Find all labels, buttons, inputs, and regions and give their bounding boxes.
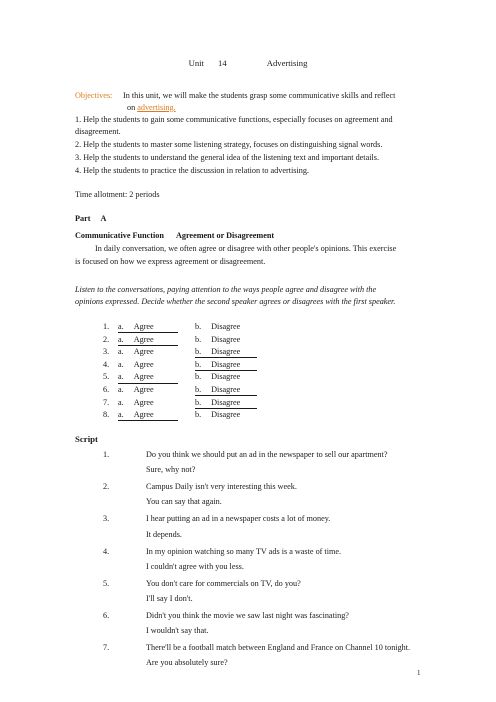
option-agree: a. Agree — [118, 410, 178, 421]
objectives-line-2: on advertising. — [127, 103, 176, 112]
option-disagree: b. Disagree — [195, 360, 257, 371]
intro-line-2: is focused on how we express agreement or disagreement. — [75, 257, 266, 266]
instruction-line-2: opinions expressed. Decide whether the second speaker agrees or disagrees with the first speaker. — [75, 297, 396, 306]
script-number: 7. — [103, 643, 110, 653]
script-line-speaker-2: It depends. — [146, 529, 182, 539]
option-disagree: b. Disagree — [195, 372, 241, 382]
objective-item: 1. Help the students to gain some communicative functions, especially focuses on agreement and — [75, 115, 393, 124]
objectives-line-1: In this unit, we will make the students grasp some communicative skills and reflect — [123, 91, 396, 100]
script-line-speaker-1: You don't care for commercials on TV, do you? — [146, 578, 301, 588]
option-agree: a. Agree — [118, 322, 178, 333]
option-disagree: b. Disagree — [195, 385, 257, 396]
time-allotment: Time allotment: 2 periods — [75, 190, 160, 199]
script-line-speaker-1: Campus Daily isn't very interesting this week. — [146, 482, 297, 492]
page-title: Unit 14 Advertising — [188, 58, 308, 68]
objective-item: 3. Help the students to understand the general idea of the listening text and important details. — [75, 153, 379, 162]
intro-line-1: In daily conversation, we often agree or disagree with other people's opinions. This exercise — [95, 244, 397, 253]
option-agree: a. Agree — [118, 397, 154, 407]
answer-number: 6. — [103, 385, 110, 394]
script-number: 1. — [103, 450, 110, 459]
objectives-label: Objectives: — [75, 91, 113, 100]
option-disagree: b. Disagree — [195, 334, 241, 344]
answer-number: 5. — [103, 372, 110, 382]
option-agree: a. Agree — [118, 385, 154, 394]
objective-item: disagreement. — [75, 127, 121, 136]
option-disagree: b. Disagree — [195, 410, 241, 420]
objective-item: 2. Help the students to master some listening strategy, focuses on distinguishing signal words. — [75, 140, 383, 149]
part-heading: Part A — [75, 214, 107, 223]
answer-number: 2. — [103, 334, 110, 344]
script-line-speaker-2: You can say that again. — [146, 497, 222, 507]
option-agree: a. Agree — [118, 372, 178, 383]
instruction-line-1: Listen to the conversations, paying attention to the ways people agree and disagree with the — [75, 285, 377, 294]
objective-item: 4. Help the students to practice the discussion in relation to advertising. — [75, 166, 309, 175]
script-line-speaker-2: I wouldn't say that. — [146, 626, 209, 636]
script-line-speaker-2: Are you absolutely sure? — [146, 658, 228, 668]
option-disagree: b. Disagree — [195, 398, 257, 409]
answer-number: 7. — [103, 397, 110, 407]
option-disagree: b. Disagree — [195, 347, 257, 358]
answer-number: 1. — [103, 322, 110, 331]
script-number: 3. — [103, 514, 110, 524]
function-heading: Communicative Function Agreement or Disagreement — [75, 231, 275, 240]
option-agree: a. Agree — [118, 359, 154, 369]
script-number: 5. — [103, 578, 110, 588]
advertising-link[interactable]: advertising. — [137, 103, 176, 112]
script-line-speaker-2: Sure, why not? — [146, 465, 196, 475]
script-line-speaker-1: There'll be a football match between England and France on Channel 10 tonight. — [146, 643, 411, 653]
answer-number: 4. — [103, 359, 110, 369]
answer-number: 8. — [103, 410, 110, 420]
script-number: 2. — [103, 482, 110, 492]
option-agree: a. Agree — [118, 347, 154, 357]
script-line-speaker-2: I'll say I don't. — [146, 594, 193, 603]
script-line-speaker-1: I hear putting an ad in a newspaper costs a lot of money. — [146, 514, 331, 524]
script-line-speaker-1: In my opinion watching so many TV ads is a waste of time. — [146, 546, 342, 556]
page-number: 1 — [417, 669, 421, 677]
answer-number: 3. — [103, 347, 110, 357]
script-line-speaker-2: I couldn't agree with you less. — [146, 561, 244, 571]
script-line-speaker-1: Didn't you think the movie we saw last night was fascinating? — [146, 611, 349, 620]
script-number: 6. — [103, 611, 110, 620]
script-number: 4. — [103, 546, 110, 556]
script-heading: Script — [75, 434, 98, 444]
script-line-speaker-1: Do you think we should put an ad in the newspaper to sell our apartment? — [146, 450, 388, 459]
option-disagree: b. Disagree — [195, 322, 241, 331]
option-agree: a. Agree — [118, 335, 178, 346]
